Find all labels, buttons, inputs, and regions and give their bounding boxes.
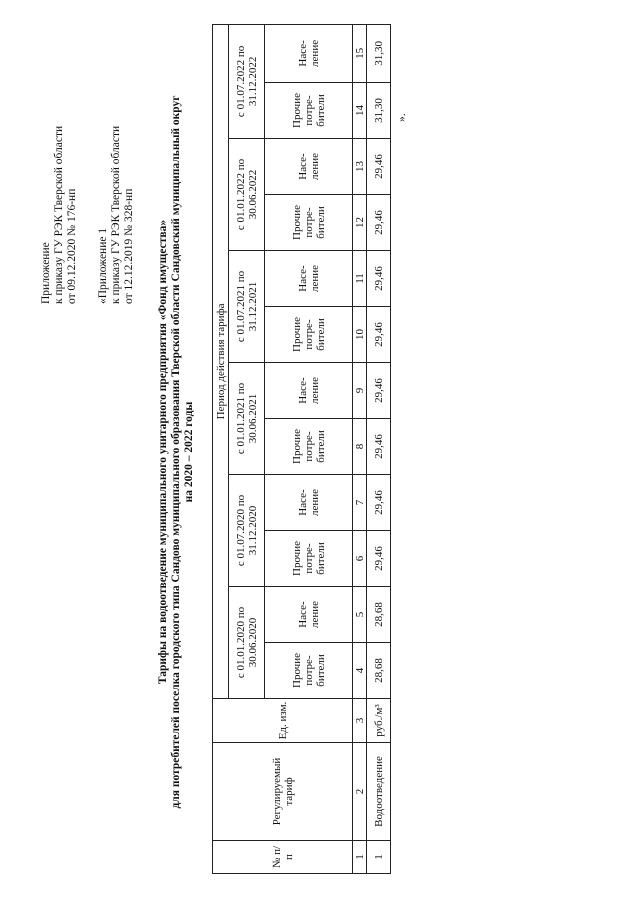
tariff-value: 28,68 [367, 643, 391, 699]
column-number: 12 [353, 195, 367, 251]
column-number: 8 [353, 419, 367, 475]
tariff-value: 29,46 [367, 307, 391, 363]
title-line: для потребителей поселка городского типа Сандово муниципального образования Тверской области Сандовский муниципальный округ [170, 95, 182, 809]
tariff-value: 31,30 [367, 83, 391, 139]
tariff-value: 29,46 [367, 251, 391, 307]
consumer-other-header: Прочие потре-бители [265, 643, 353, 699]
title-line: на 2020 – 2022 годы [183, 401, 195, 503]
tariff-value: 29,46 [367, 363, 391, 419]
document-title [157, 0, 196, 904]
header-tariff: Регулируемый тариф [213, 743, 353, 841]
header-row-period [213, 24, 229, 873]
period-header: с 01.01.2022 по 30.06.2022 [229, 139, 265, 251]
consumer-population-header: Насе-ление [265, 251, 353, 307]
consumer-population-header: Насе-ление [265, 363, 353, 419]
column-number: 7 [353, 475, 367, 531]
tariff-value: 29,46 [367, 531, 391, 587]
row-tariff-name: Водоотведение [367, 743, 391, 841]
previous-appendix-header [97, 24, 136, 304]
consumer-population-header: Насе-ление [265, 24, 353, 82]
period-header: с 01.01.2020 по 30.06.2020 [229, 587, 265, 699]
tariff-value: 29,46 [367, 419, 391, 475]
title-line: Тарифы на водоотведение муниципального унитарного предприятия «Фонд имущества» [157, 219, 169, 685]
period-header: с 01.01.2021 по 30.06.2021 [229, 363, 265, 475]
column-number: 4 [353, 643, 367, 699]
consumer-population-header: Насе-ление [265, 587, 353, 643]
appendix-line: от 09.12.2020 № 176-нп [66, 188, 78, 304]
tariff-value: 28,68 [367, 587, 391, 643]
column-number: 14 [353, 83, 367, 139]
appendix-header [40, 24, 79, 304]
header-number: № п/п [213, 841, 353, 874]
header-unit: Ед. изм. [213, 699, 353, 743]
row-number: 1 [367, 841, 391, 874]
appendix-line: к приказу ГУ РЭК Тверской области [53, 125, 65, 304]
tariff-value: 29,46 [367, 139, 391, 195]
previous-appendix-line: от 12.12.2019 № 328-нп [123, 188, 135, 304]
row-unit: руб./м³ [367, 699, 391, 743]
tariff-value: 29,46 [367, 475, 391, 531]
table-row [367, 24, 391, 873]
closing-quote-mark: ». [396, 113, 408, 122]
previous-appendix-line: «Приложение 1 [97, 227, 109, 304]
consumer-other-header: Прочие потре-бители [265, 307, 353, 363]
header-period: Период действия тарифа [213, 24, 229, 698]
consumer-population-header: Насе-ление [265, 139, 353, 195]
period-header: с 01.07.2021 по 31.12.2021 [229, 251, 265, 363]
column-number: 15 [353, 24, 367, 82]
column-number: 3 [353, 699, 367, 743]
column-number: 1 [353, 841, 367, 874]
consumer-other-header: Прочие потре-бители [265, 83, 353, 139]
consumer-other-header: Прочие потре-бители [265, 531, 353, 587]
column-number: 6 [353, 531, 367, 587]
tariff-table [212, 24, 391, 874]
column-number: 13 [353, 139, 367, 195]
consumer-other-header: Прочие потре-бители [265, 195, 353, 251]
consumer-other-header: Прочие потре-бители [265, 419, 353, 475]
column-number: 11 [353, 251, 367, 307]
previous-appendix-line: к приказу ГУ РЭК Тверской области [110, 125, 122, 304]
period-header: с 01.07.2020 по 31.12.2020 [229, 475, 265, 587]
consumer-population-header: Насе-ление [265, 475, 353, 531]
tariff-value: 29,46 [367, 195, 391, 251]
tariff-value: 31,30 [367, 24, 391, 82]
appendix-line: Приложение [40, 242, 52, 304]
column-number-row [353, 24, 367, 873]
period-header: с 01.07.2022 по 31.12.2022 [229, 24, 265, 138]
column-number: 10 [353, 307, 367, 363]
column-number: 2 [353, 743, 367, 841]
column-number: 5 [353, 587, 367, 643]
column-number: 9 [353, 363, 367, 419]
